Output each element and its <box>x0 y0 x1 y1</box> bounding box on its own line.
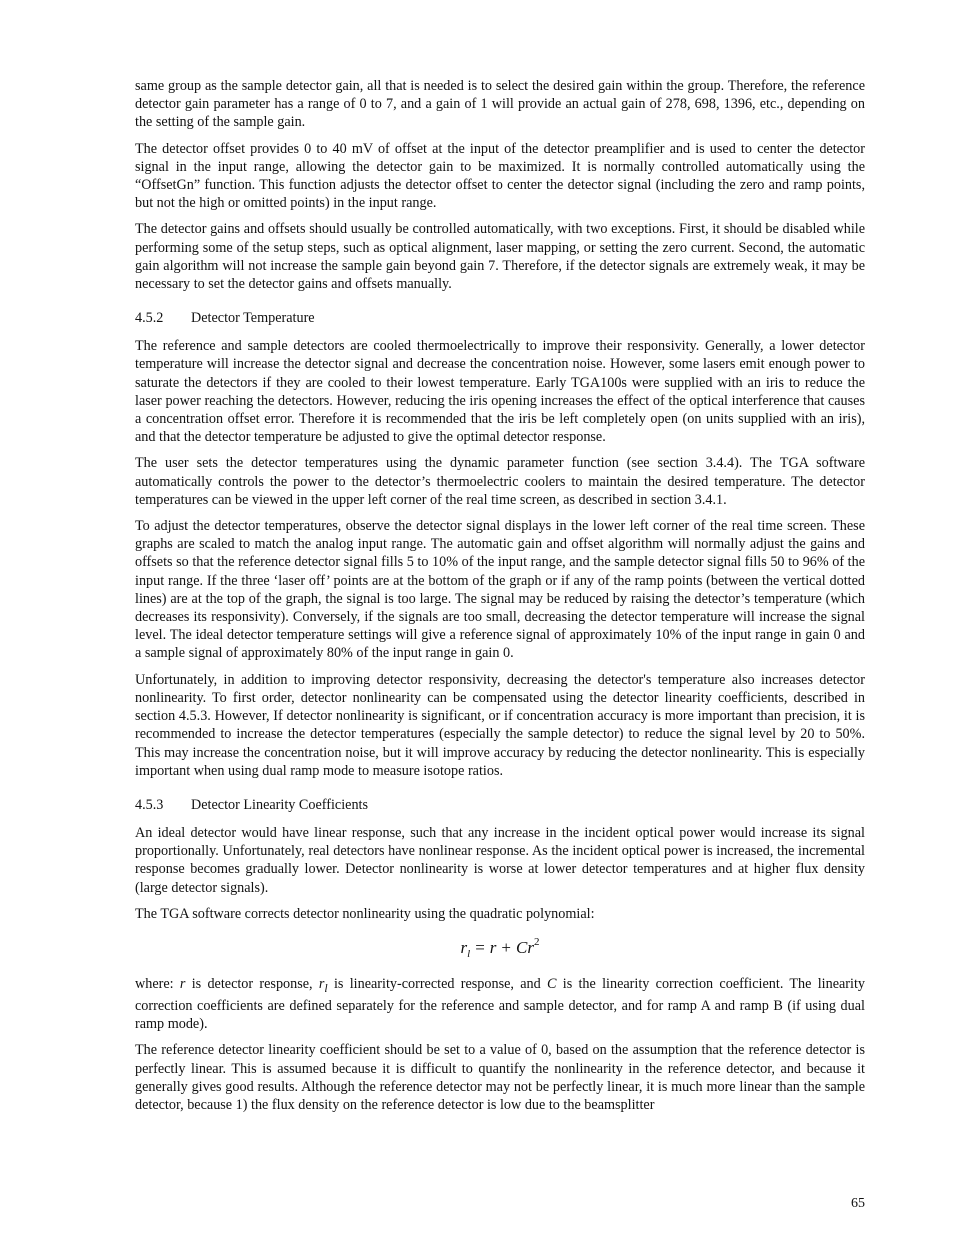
var-r: r <box>179 975 186 992</box>
var-rl-subscript: l <box>324 980 328 995</box>
paragraph: The reference detector linearity coefficient should be set to a value of 0, based on the assumption that the reference detector is perfectly linear. This is assumed because it is difficult to quantify the nonlinearity in the reference detector, and because it generally gives good results. Although the reference detector may not be perfectly linear, it is much more linear than the sample detector, because 1) the flux density on the reference detector is low due to the beamsplitter <box>135 1042 865 1113</box>
paragraph: The detector offset provides 0 to 40 mV of offset at the input of the detector preamplifier and is used to center the detector signal in the input range, allowing the detector gain to be maximized. It is normally controlled automatically using the “OffsetGn” function. This function adjusts the detector offset to center the detector signal (including the zero and ramp points, but not the high or omitted points) in the input range. <box>135 140 865 212</box>
equation-equals: = <box>475 937 485 957</box>
section-heading-4-5-3 <box>135 796 865 814</box>
linearity-equation <box>135 931 865 965</box>
document-body <box>135 77 865 1122</box>
paragraph: The TGA software corrects detector nonlinearity using the quadratic polynomial: <box>135 905 595 922</box>
equation-term: Cr <box>516 937 534 957</box>
equation-lhs: r <box>460 937 468 957</box>
var-rl: r <box>318 975 325 992</box>
paragraph: To adjust the detector temperatures, observe the detector signal displays in the lower left corner of the real time screen. These graphs are scaled to match the analog input range. The automatic gain and offset algorithm will normally adjust the gains and offsets so that the reference detector signal fills 5 to 10% of the input range, and the sample detector signal fills 50 to 96% of the input range. If the three ‘laser off’ points are at the bottom of the graph or if any of the ramp points (between the vertical dotted lines) are at the top of the graph, the signal is too large. The signal may be reduced by raising the detector’s temperature (which decreases its responsivity). Conversely, if the signals are too small, decreasing the detector temperature will increase the signal level. The ideal detector temperature settings will give a reference signal of approximately 10% of the input range in gain 0 and a sample signal of approximately 80% of the input range in gain 0. <box>135 518 865 662</box>
section-heading-4-5-2 <box>135 309 865 327</box>
var-c: C <box>547 975 557 992</box>
section-number: 4.5.2 <box>135 310 164 327</box>
paragraph: Unfortunately, in addition to improving detector responsivity, decreasing the detector's temperature also increases detector nonlinearity. To first order, detector nonlinearity can be compensated using the detector linearity coefficients, described in section 4.5.3. However, If detector nonlinearity is significant, or if concentration accuracy is more important than precision, it is recommended to increase the detector temperatures (especially the sample detector) to reduce the signal level by 20 to 50%. This may increase the concentration noise, but it will improve accuracy by reducing the detector nonlinearity. This is especially important when using dual ramp mode to measure isotope ratios. <box>135 671 865 779</box>
text-run: where: <box>135 975 180 992</box>
section-title: Detector Temperature <box>191 310 315 327</box>
text-run: is linearity-corrected response, and <box>327 975 547 992</box>
paragraph-definitions <box>135 975 865 1033</box>
paragraph: The user sets the detector temperatures using the dynamic parameter function (see section 3.4.4). The TGA software automatically controls the power to the detector’s thermoelectric coolers to maintain the desired temperature. The detector temperatures can be viewed in the upper left corner of the real time screen, as described in section 3.4.1. <box>135 455 865 508</box>
section-title: Detector Linearity Coefficients <box>191 796 369 813</box>
equation-plus: + <box>501 937 512 957</box>
paragraph: An ideal detector would have linear response, such that any increase in the incident optical power would increase its signal proportionally. Unfortunately, real detectors have nonlinear response. As the incident optical power is increased, the incremental response becomes gradually lower. Detector nonlinearity is worse at lower detector temperatures and at higher flux density (large detector signals). <box>135 824 865 896</box>
paragraph: The detector gains and offsets should usually be controlled automatically, with two exceptions. First, it should be disabled while performing some of the setup steps, such as optical alignment, laser mapping, or setting the zero current. Second, the automatic gain algorithm will not increase the sample gain beyond gain 7. Therefore, if the detector signals are extremely weak, it may be necessary to set the detector gains and offsets manually. <box>135 221 865 293</box>
equation-exponent: 2 <box>533 935 540 948</box>
page-number: 65 <box>851 1196 865 1211</box>
equation-lhs-subscript: l <box>467 947 471 960</box>
paragraph: same group as the sample detector gain, all that is needed is to select the desired gain within the group. Therefore, the reference detector gain parameter has a range of 0 to 7, and a gain of 1 will provide an actual gain of 278, 698, 1396, etc., depending on the setting of the sample gain. <box>135 78 865 131</box>
paragraph: The reference and sample detectors are cooled thermoelectrically to improve their responsivity. Generally, a lower detector temperature will increase the detector signal and decrease the concentration noise. However, some lasers emit enough power to saturate the detectors if they are cooled to their lowest temperature. Early TGA100s were supplied with an iris to reduce the laser power reaching the detectors. However, reducing the iris opening increases the effect of the optical interference that causes a concentration offset error. Therefore it is recommended that the iris be left completely open (on units supplied with an iris), and that the detector temperature be adjusted to give the optimal detector response. <box>135 338 865 446</box>
text-run: is the linearity correction coefficient. The linearity correction coefficients are defined separately for the reference and sample detector, and for ramp A and ramp B (if using dual ramp mode). <box>135 975 865 1033</box>
equation-r: r <box>489 937 497 957</box>
section-number: 4.5.3 <box>135 796 164 813</box>
text-run: is detector response, <box>185 975 319 992</box>
